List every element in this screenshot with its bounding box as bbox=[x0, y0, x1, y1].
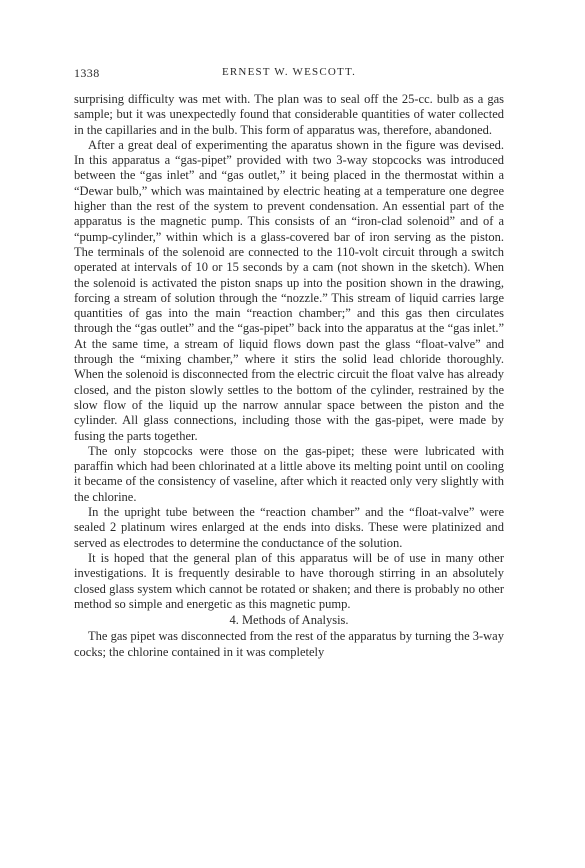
section-heading: 4. Methods of Analysis. bbox=[229, 613, 349, 628]
paragraph-electrodes: In the upright tube between the “reaction chamber” and the “float-valve” were sealed 2 platinum wires enlarged at the ends into disks. These were platinized and served as electrodes to determine the conductance of the solution. bbox=[74, 505, 504, 550]
paragraph-stopcocks: The only stopcocks were those on the gas-pipet; these were lubricated with paraffin which had been chlorinated at a little above its melting point until on cooling it became of the consistency of vaseline, after which it reacted only very slightly with the chlorine. bbox=[74, 443, 504, 504]
running-head bbox=[74, 66, 504, 86]
paragraph-general-plan: It is hoped that the general plan of this apparatus will be of use in many other investigations. It is frequently desirable to have thorough stirring in an absolutely closed glass system which cannot be rotated or shaken; and there is probably no other method so simple and energetic as this magnetic pump. bbox=[74, 550, 504, 611]
running-head-author: ERNEST W. WESCOTT. bbox=[221, 66, 357, 78]
document-page bbox=[74, 66, 504, 660]
paragraph-continued: surprising difficulty was met with. The plan was to seal off the 25-cc. bulb as a gas sample; but it was unexpectedly found that considerable quantities of water collected in the capillaries and in the bulb. This form of apparatus was, therefore, abandoned. bbox=[74, 92, 504, 137]
page-number: 1338 bbox=[74, 66, 100, 80]
paragraph-methods-analysis: The gas pipet was disconnected from the rest of the apparatus by turning the 3-way cocks; the chlorine contained in it was completely bbox=[74, 629, 504, 659]
article-body bbox=[74, 92, 504, 660]
paragraph-apparatus-description: After a great deal of experimenting the aparatus shown in the figure was devised. In this apparatus a “gas-pipet” provided with two 3-way stopcocks was introduced between the “gas inlet” and “gas outlet,” it being placed in the thermostat within a “Dewar bulb,” which was maintained by electric heating at a temperature one degree higher than the rest of the system to prevent condensation. An essential part of the apparatus is the magnetic pump. This consists of an “iron-clad solenoid” and of a “pump-cylinder,” within which is a glass-covered bar of iron serving as the piston. The terminals of the solenoid are connected to the 110-volt circuit through a switch operated at intervals of 10 or 15 seconds by a cam (not shown in the sketch). When the solenoid is activated the piston snaps up into the position shown in the drawing, forcing a stream of solution through the “nozzle.” This stream of liquid carries large quantities of gas into the main “reaction chamber;” and this gas then circulates through the “gas outlet” and the “gas-pipet” back into the apparatus at the “gas inlet.” At the same time, a stream of liquid flows down past the glass “float-valve” and through the “mixing chamber,” where it stirs the solid lead chloride thoroughly. When the solenoid is disconnected from the electric circuit the float valve has already closed, and the piston slowly settles to the bottom of the cylinder, restrained by the slow flow of the liquid up the narrow annular space between the piston and the cylinder. All glass connections, including those with the gas-pipet, were made by fusing the parts together. bbox=[74, 137, 504, 443]
